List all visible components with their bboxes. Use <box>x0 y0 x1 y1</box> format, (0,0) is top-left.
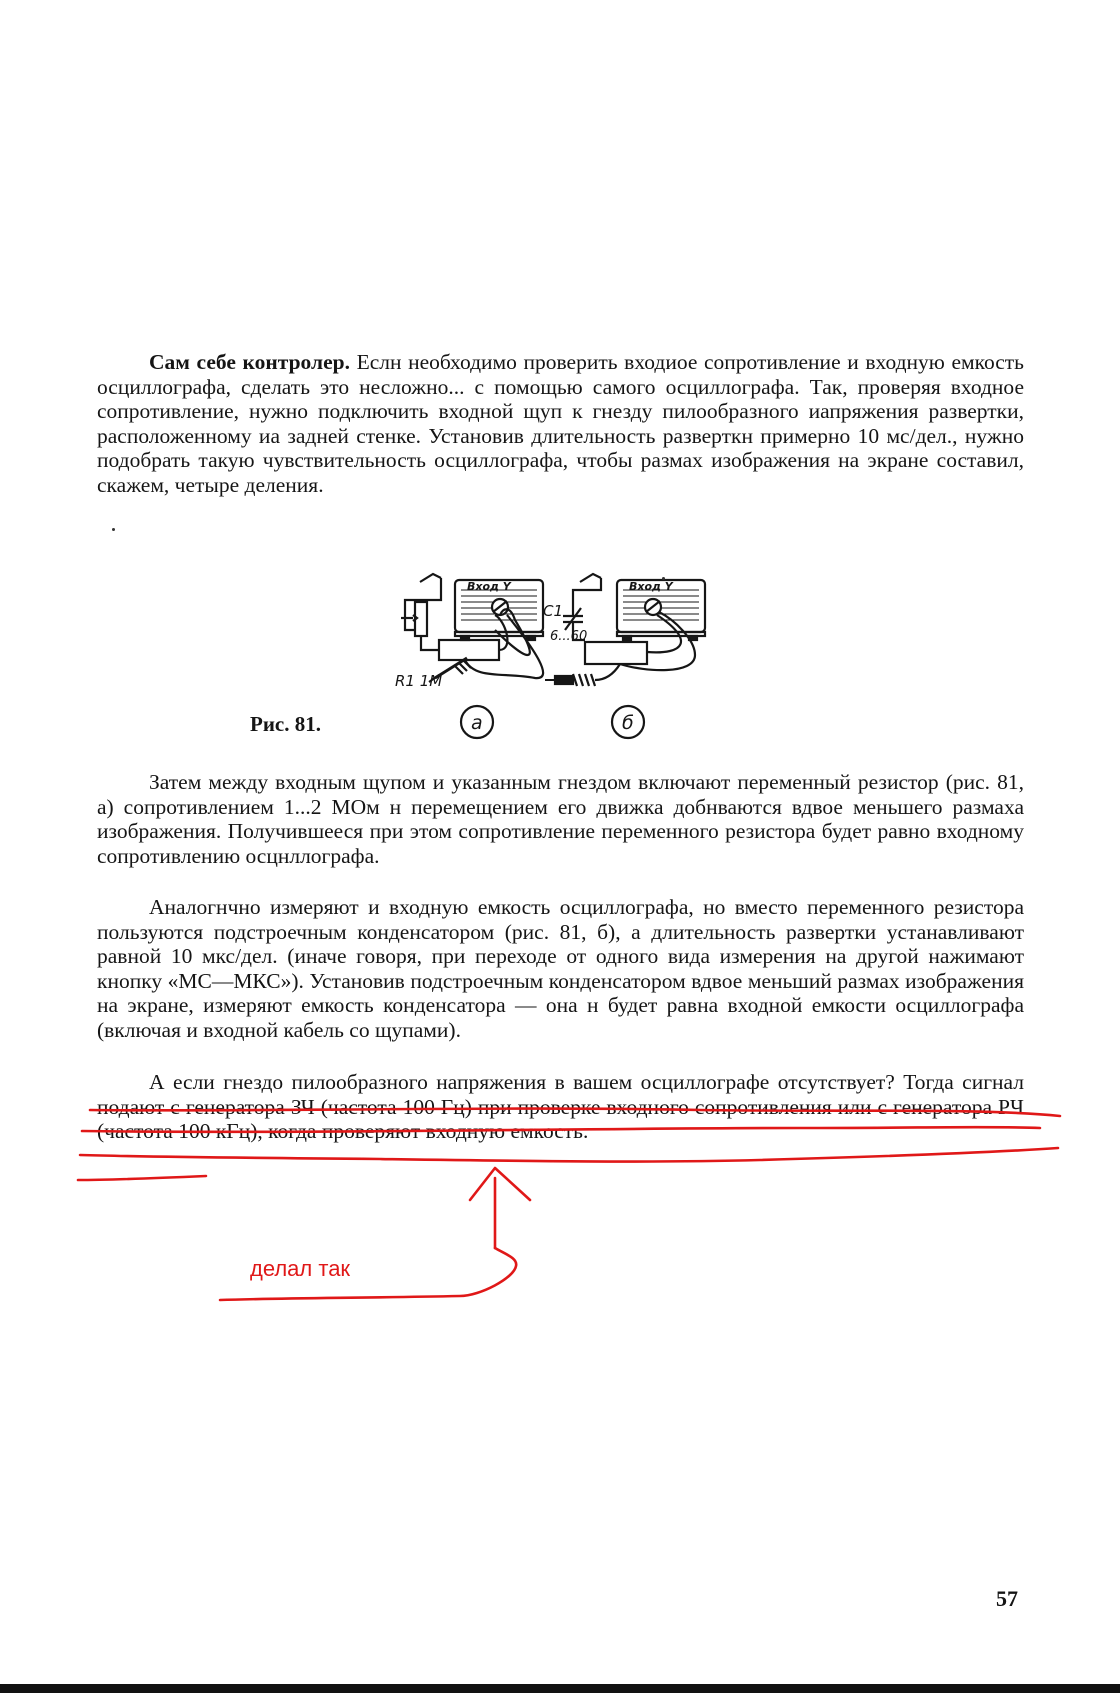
page-number: 57 <box>996 1586 1018 1611</box>
input-label-a: Вход Y <box>467 580 511 593</box>
probe-b-icon <box>585 642 647 664</box>
subfigure-a-label: а <box>471 712 483 734</box>
capacitor-value-label: 6...60 <box>550 629 588 644</box>
paragraph-text: Затем между входным щупом и указанным гнездом включают переменный резистор (рис. 81, а) сопротивлением 1...2 МОм н перемещением его движка добнваются вдвое меньшего размаха изображения. Получившееся при этом сопротивление переменного резистора будет равно входному сопротивлению осцнллографа. <box>97 770 1024 868</box>
paragraph-capacitance-method <box>97 895 1024 1043</box>
subfigure-b-label: б <box>622 712 634 734</box>
arrow-up-icon <box>470 1168 530 1248</box>
paragraph-self-controller <box>97 350 1024 498</box>
handwritten-note: делал так <box>250 1256 351 1281</box>
probe-a-icon <box>439 640 499 660</box>
figure-caption: Рис. 81. <box>250 712 321 736</box>
scan-edge <box>0 1684 1120 1693</box>
input-label-b: Вход Y <box>629 580 673 593</box>
speck <box>662 577 665 580</box>
switch-a-icon <box>420 574 441 582</box>
underline-4 <box>78 1176 206 1180</box>
paragraph-text: Аналогнчно измеряют и входную емкость осциллографа, но вместо переменного резистора пользуются подстроечным конденсатором (рис. 81, б), а длительность развертки устанавливают равной 10 мкс/дел. (иначе говоря, при переходе от одного вида измерения на другой нажимают кнопку «МС—МКС»). Установив подстроечным конденсатором вдвое меньший размах изображения на экране, измеряют емкость конденсатора — она н будет равна входной емкости осциллографа (включая и входной кабель со щупами). <box>97 895 1024 1042</box>
paragraph-resistor-method <box>97 770 1024 868</box>
resistor-label: R1 1М <box>395 672 443 690</box>
figure-81-schematic <box>395 560 725 750</box>
paragraph-text: А если гнездо пилообразного напряжения в вашем осциллографе отсутствует? Тогда сигнал подают с генератора ЗЧ (частота 100 Гц) при проверке входного сопротивления или с генератора РЧ (частота 100 кГц), когда проверяют входную емкость. <box>97 1070 1024 1144</box>
paragraph-generator-method <box>97 1070 1024 1144</box>
speck <box>112 528 115 531</box>
paragraph-text: Еслн необходимо проверить входиое сопротивление и входную емкость осциллографа, сделать это несложно... с помощью самого осциллографа. Так, проверяя входное сопротивление, нужно подключить входной щуп к гнезду пилообразного иапряжения развертки, расположенному иа задней стенке. Установив длительность разверткн примерно 10 мс/дел., нужно подобрать такую чувствительность осциллографа, чтобы размах изображения на экране составил, скажем, четыре деления. <box>97 350 1024 497</box>
paragraph-heading: Сам себе контролер. <box>149 350 350 374</box>
underline-3 <box>80 1148 1058 1162</box>
capacitor-label: С1 <box>543 602 564 620</box>
